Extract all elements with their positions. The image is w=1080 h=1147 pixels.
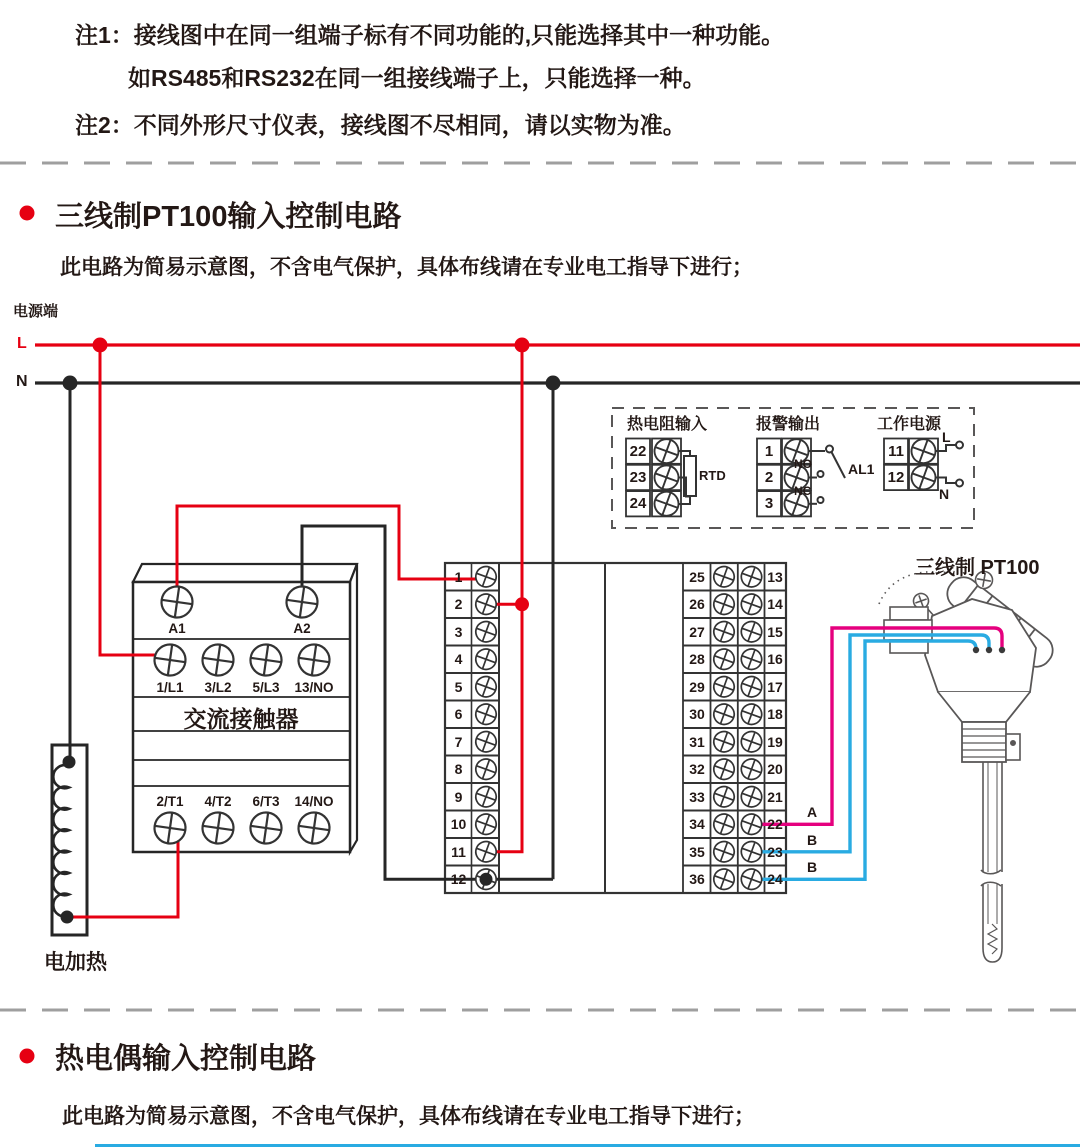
contactor-terminal-label: 13/NO (294, 679, 334, 695)
instrument-panel (445, 563, 786, 893)
contactor-terminal-label: A1 (168, 620, 186, 636)
terminal-number: 9 (454, 788, 463, 805)
terminal-number: 12 (887, 468, 905, 486)
terminal-number: 25 (689, 568, 705, 585)
section-title-pt100: 三线制PT100输入控制电路 (55, 201, 402, 233)
terminal-number: 24 (767, 871, 783, 888)
terminal-number: 23 (629, 468, 647, 486)
note-1: 注1：接线图中在同一组端子标有不同功能的,只能选择其中一种功能。 (75, 22, 785, 48)
terminal-number: 30 (689, 706, 705, 723)
sensor-wire-label: B (806, 859, 818, 875)
terminal-number: 8 (454, 761, 463, 778)
terminal-number: 13 (767, 568, 783, 585)
live-line-label: L (17, 335, 27, 352)
terminal-number: 10 (450, 816, 467, 833)
bullet-icon (20, 1049, 35, 1064)
terminal-number: 7 (454, 733, 463, 750)
terminal-number: 15 (767, 623, 783, 640)
terminal-number: 26 (689, 596, 705, 613)
bullet-icon (20, 206, 35, 221)
terminal-number: 35 (689, 843, 705, 860)
terminal-number: 6 (454, 706, 463, 723)
terminal-number: 12 (450, 871, 467, 888)
terminal-number: 36 (689, 871, 705, 888)
terminal-number: 24 (629, 495, 647, 513)
terminal-number: 31 (689, 733, 705, 750)
section-subtitle-tc: 此电路为简易示意图，不含电气保护，具体布线请在专业电工指导下进行； (62, 1105, 755, 1128)
terminal-number: 19 (767, 733, 783, 750)
terminal-number: 27 (689, 623, 705, 640)
terminal-number: 5 (454, 678, 463, 695)
terminal-number: 3 (454, 623, 463, 640)
section-subtitle-pt100: 此电路为简易示意图，不含电气保护，具体布线请在专业电工指导下进行； (60, 256, 753, 279)
terminal-number: 34 (689, 816, 705, 833)
terminal-number: 28 (689, 651, 705, 668)
alarm-relay-label: AL1 (848, 461, 875, 477)
terminal-number: 33 (689, 788, 705, 805)
terminal-number: 1 (454, 568, 463, 585)
terminal-number: 2 (454, 596, 463, 613)
terminal-number: 2 (764, 468, 774, 486)
terminal-number: 21 (767, 788, 783, 805)
terminal-number: 23 (767, 843, 783, 860)
contactor-terminal-label: 5/L3 (252, 679, 280, 695)
supply-group-title: 工作电源 (877, 416, 942, 433)
supply-neutral-label: N (939, 486, 950, 502)
terminal-number: 22 (767, 816, 783, 833)
alarm-relay-contact (808, 446, 845, 504)
contactor-terminal-label: 4/T2 (204, 793, 232, 809)
terminal-number: 22 (629, 442, 647, 460)
terminal-number: 17 (767, 678, 783, 695)
contactor-terminal-label: 6/T3 (252, 793, 280, 809)
section-title-tc: 热电偶输入控制电路 (55, 1043, 317, 1075)
alarm-nc-label: NC (794, 484, 812, 498)
note-2: 如RS485和RS232在同一组接线端子上，只能选择一种。 (128, 65, 706, 91)
sensor-title: 三线制 PT100 (915, 557, 1040, 579)
terminal-number: 3 (764, 495, 774, 513)
alarm-no-label: NO (794, 457, 812, 471)
power-group-label: 电源端 (13, 303, 59, 320)
heater-label: 电加热 (44, 951, 107, 974)
rtd-group-title: 热电阻输入 (627, 416, 708, 433)
terminal-number: 4 (454, 651, 463, 668)
terminal-number: 18 (767, 706, 783, 723)
supply-live-label: L (942, 429, 951, 445)
terminal-number: 29 (689, 678, 705, 695)
contactor-terminal-label: 14/NO (294, 793, 334, 809)
rtd-component-label: RTD (699, 468, 726, 483)
terminal-number: 11 (451, 843, 466, 860)
terminal-number: 14 (767, 596, 783, 613)
terminal-number: 20 (767, 761, 783, 778)
terminal-number: 32 (689, 761, 705, 778)
note-3: 注2：不同外形尺寸仪表，接线图不尽相同，请以实物为准。 (75, 112, 686, 138)
contactor-terminal-label: 3/L2 (204, 679, 232, 695)
contactor-terminal-label: 2/T1 (156, 793, 184, 809)
contactor-terminal-label: 1/L1 (156, 679, 184, 695)
terminal-number: 1 (764, 442, 774, 460)
contactor-terminal-label: A2 (293, 620, 311, 636)
sensor-wire-label: B (806, 832, 818, 848)
terminal-number: 16 (767, 651, 783, 668)
heater-symbol (52, 745, 87, 935)
supply-leads (936, 442, 963, 487)
alarm-group-title: 报警输出 (756, 416, 821, 433)
contactor-name: 交流接触器 (183, 706, 299, 732)
terminal-number: 11 (888, 442, 904, 460)
sensor-wire-label: A (806, 804, 818, 820)
neutral-line-label: N (16, 373, 28, 390)
